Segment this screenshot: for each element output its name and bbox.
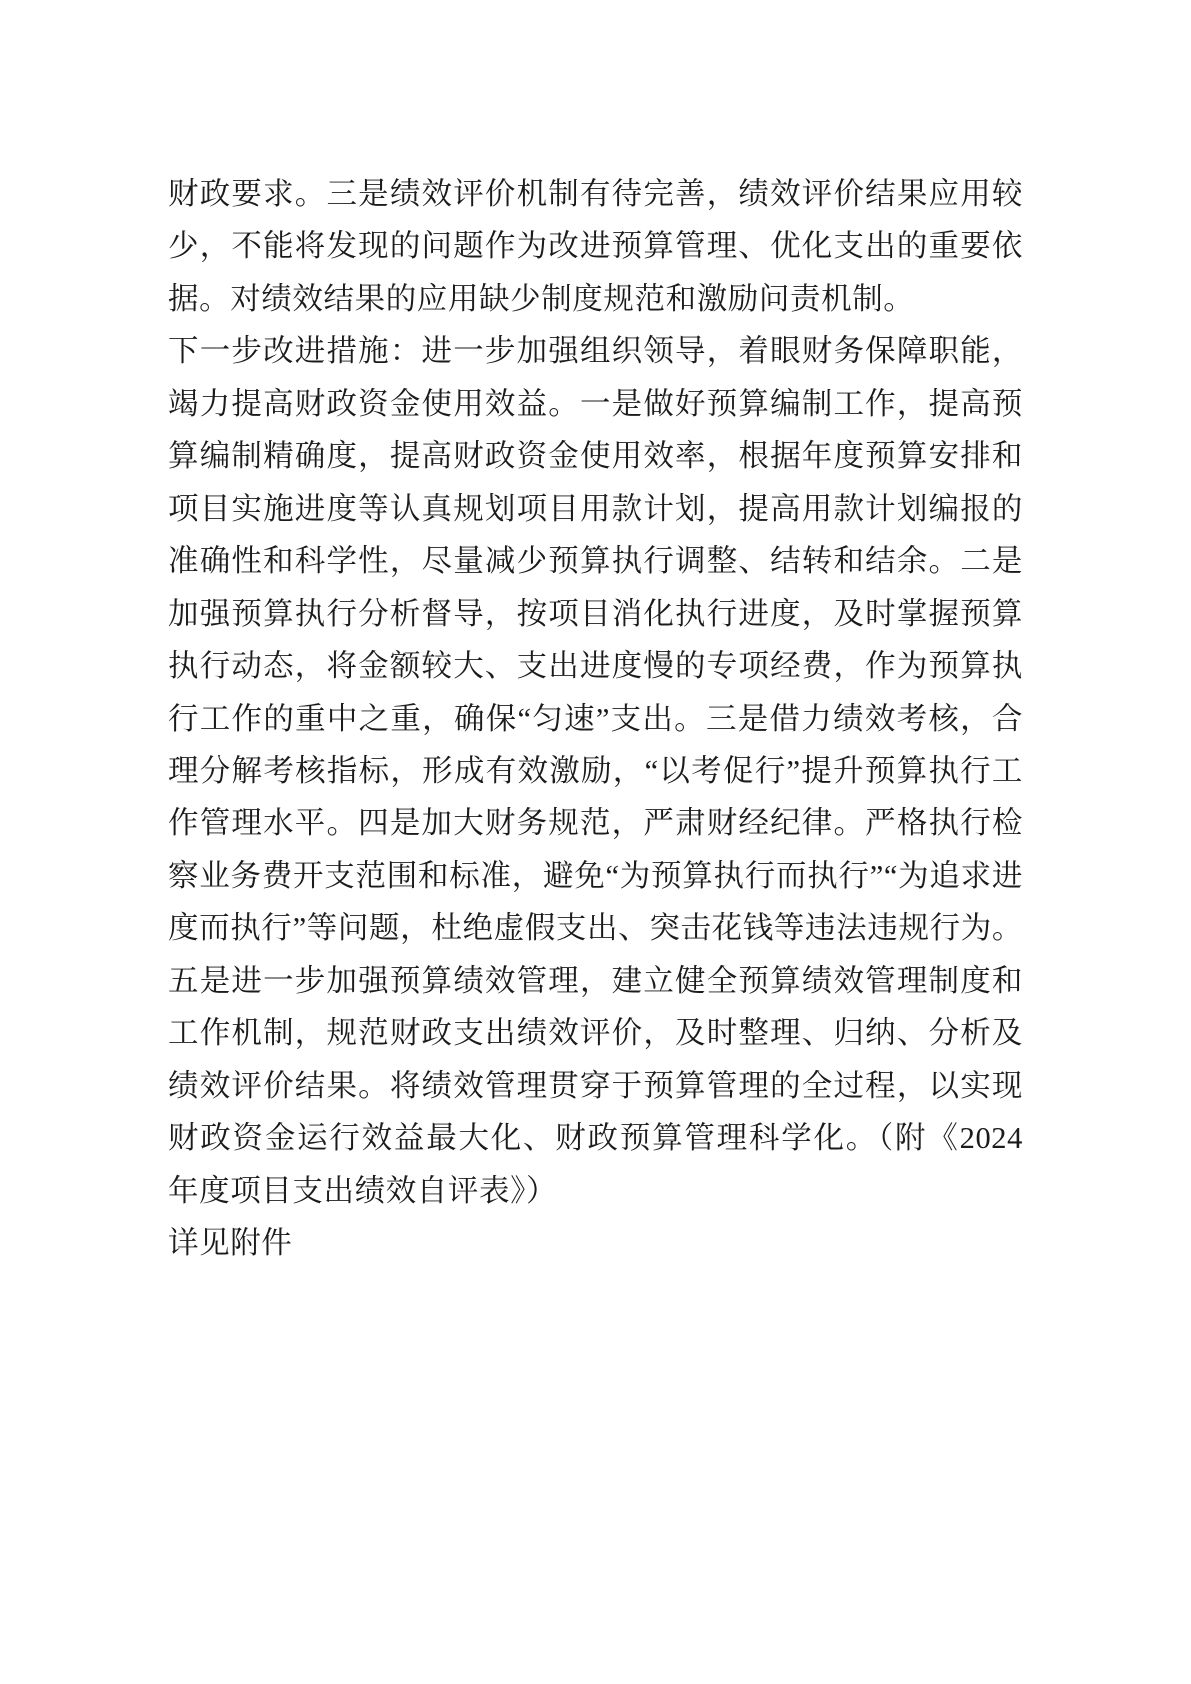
closing-line: 详见附件 — [168, 1226, 293, 1261]
document-body — [168, 168, 1023, 1270]
paragraph-1: 财政要求。三是绩效评价机制有待完善，绩效评价结果应用较少，不能将发现的问题作为改进预算管理、优化支出的重要依据。对绩效结果的应用缺少制度规范和激励问责机制。 — [168, 177, 1023, 316]
paragraph-2: 下一步改进措施：进一步加强组织领导，着眼财务保障职能，竭力提高财政资金使用效益。一是做好预算编制工作，提高预算编制精确度，提高财政资金使用效率，根据年度预算安排和项目实施进度等认真规划项目用款计划，提高用款计划编报的准确性和科学性，尽量减少预算执行调整、结转和结余。二是加强预算执行分析督导，按项目消化执行进度，及时掌握预算执行动态，将金额较大、支出进度慢的专项经费，作为预算执行工作的重中之重，确保“匀速”支出。三是借力绩效考核，合理分解考核指标，形成有效激励，“以考促行”提升预算执行工作管理水平。四是加大财务规范，严肃财经纪律。严格执行检察业务费开支范围和标准，避免“为预算执行而执行”“为追求进度而执行”等问题，杜绝虚假支出、突击花钱等违法违规行为。五是进一步加强预算绩效管理，建立健全预算绩效管理制度和工作机制，规范财政支出绩效评价，及时整理、归纳、分析及绩效评价结果。将绩效管理贯穿于预算管理的全过程，以实现财政资金运行效益最大化、财政预算管理科学化。（附《2024 年度项目支出绩效自评表》） — [168, 334, 1023, 1208]
